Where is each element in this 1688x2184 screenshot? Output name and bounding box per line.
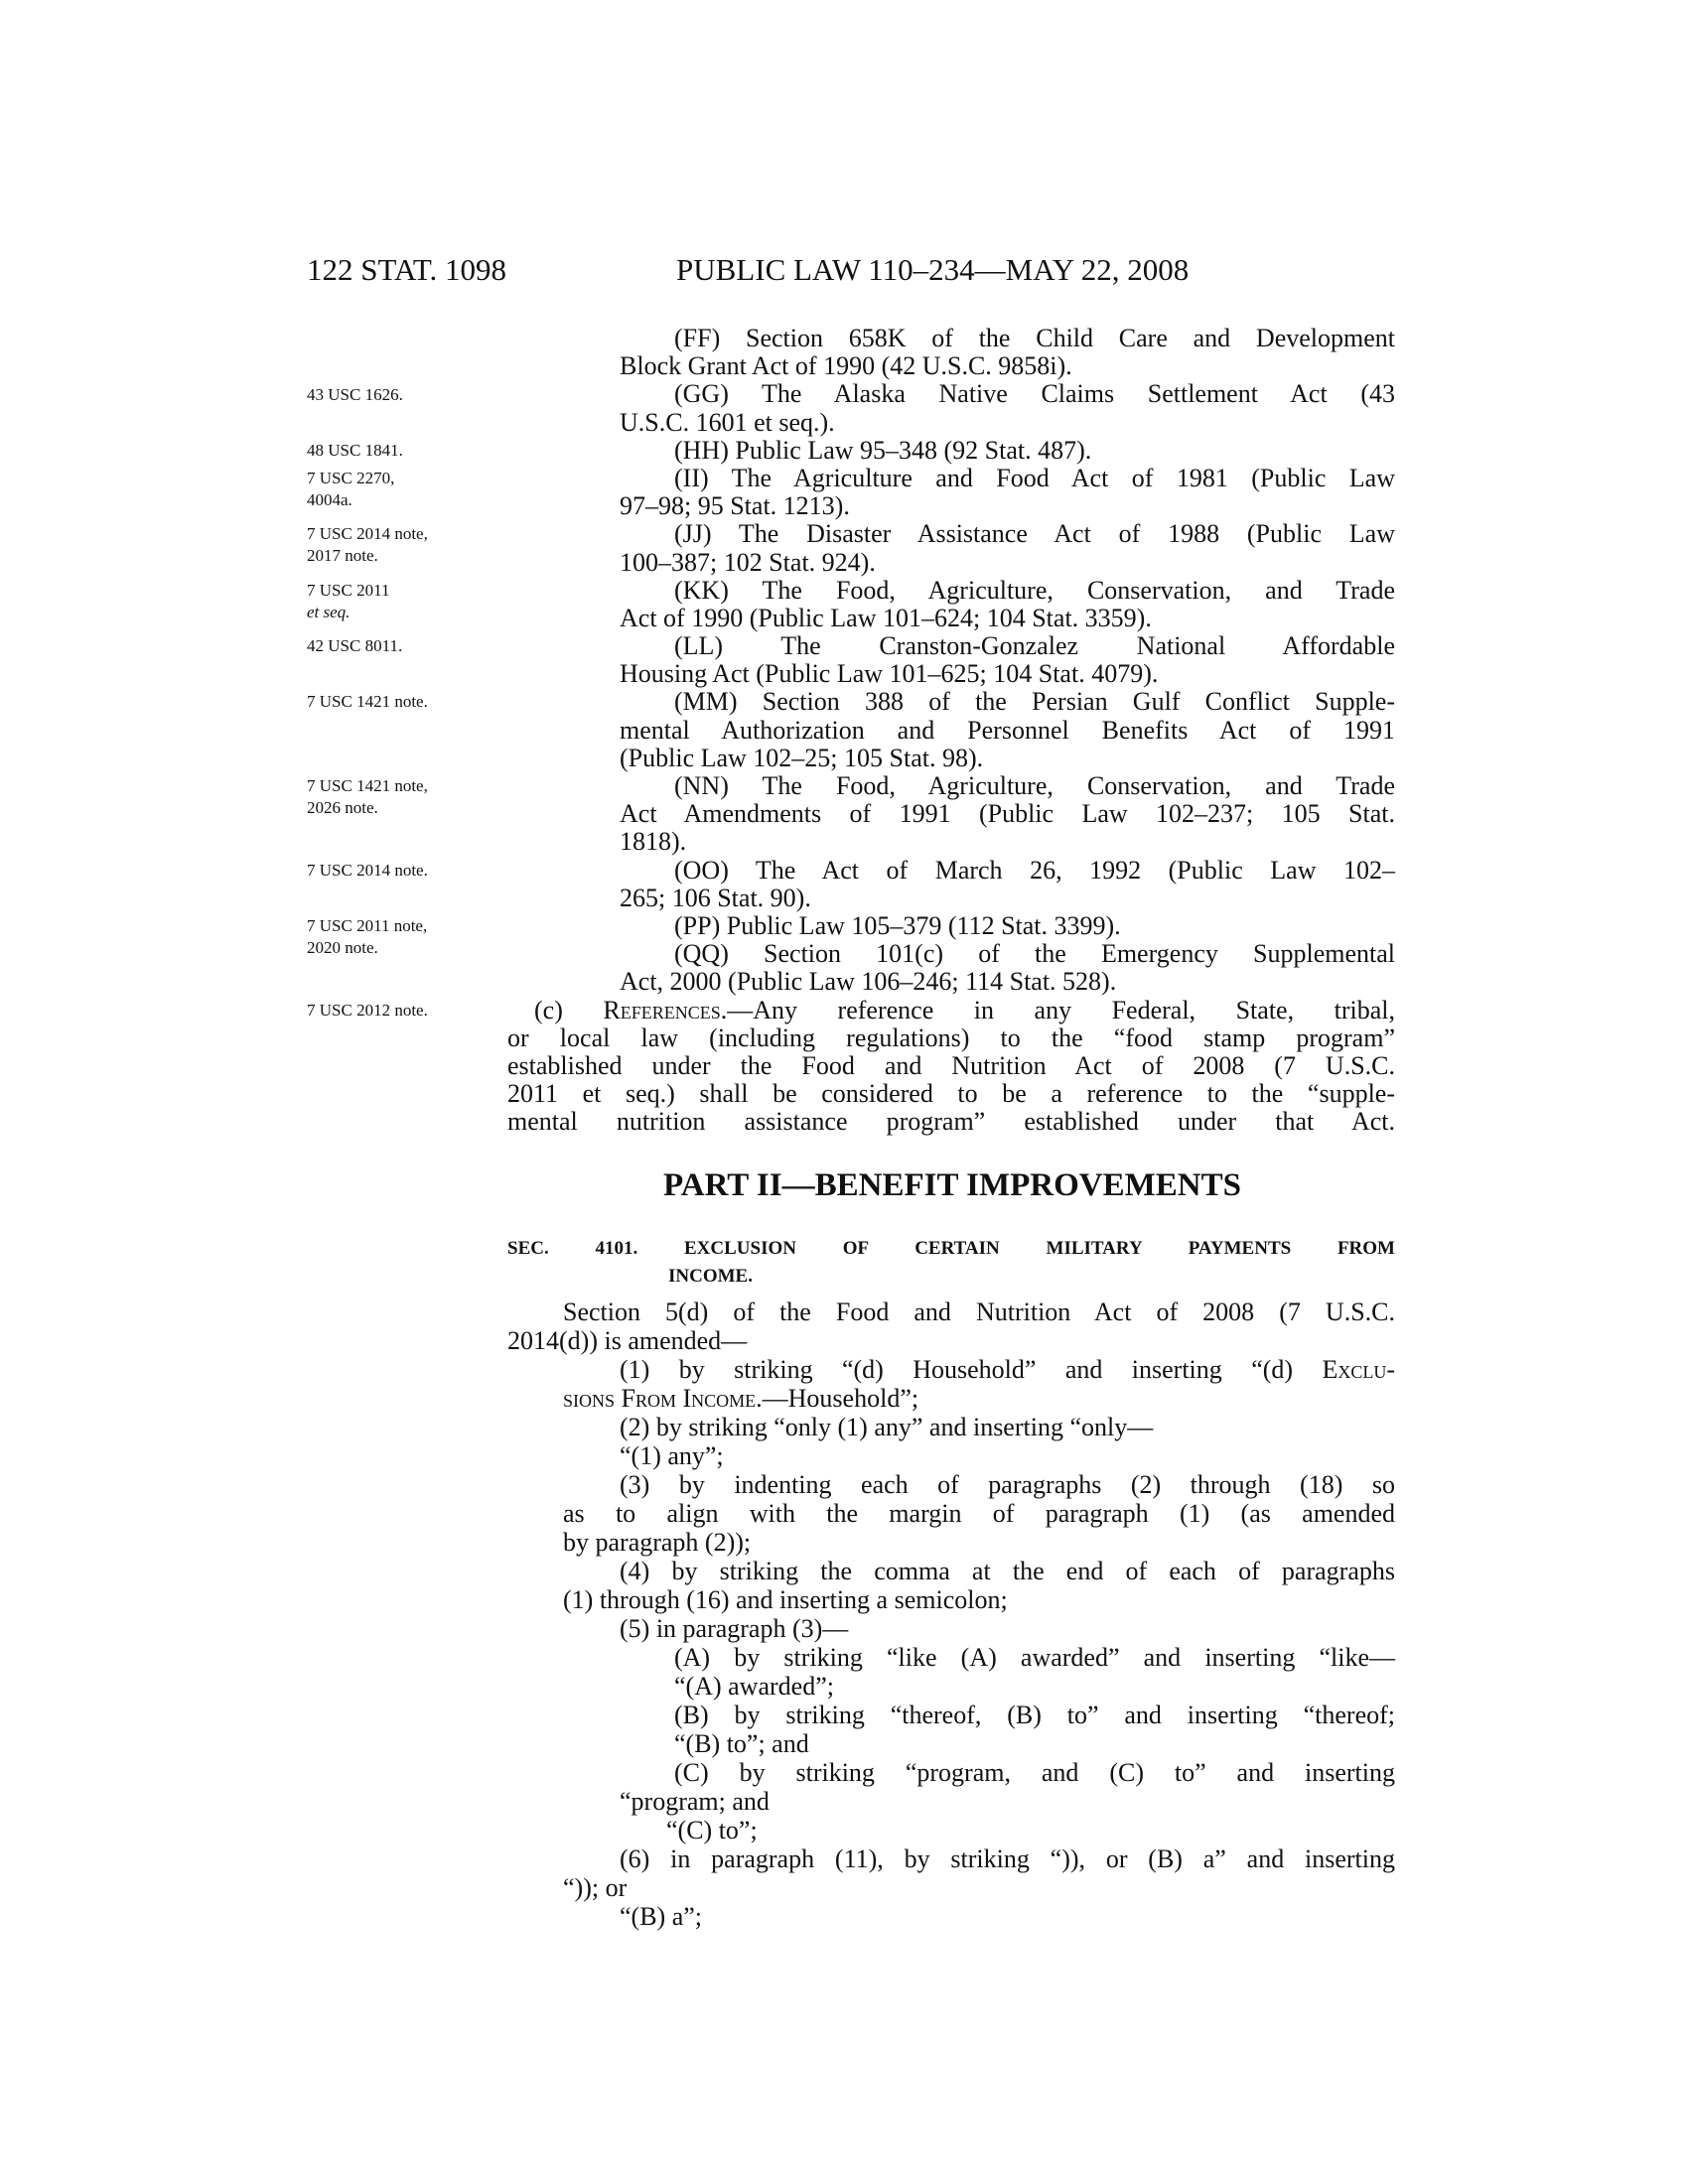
text-line: established under the Food and Nutrition Act of 2008 (7 U.S.C.: [507, 1050, 1395, 1080]
small-caps-segment: sions From Income: [563, 1384, 757, 1413]
margin-note: [307, 523, 428, 567]
text-segment: .—Any reference in any Federal, State, tribal,: [720, 995, 1395, 1024]
text-line: “(C) to”;: [666, 1816, 758, 1844]
text-line: 100–387; 102 Stat. 924).: [620, 547, 876, 577]
page-stat-number: 122 STAT. 1098: [307, 252, 507, 287]
margin-note-line: 7 USC 2012 note.: [307, 1001, 428, 1020]
section-heading: [507, 1235, 1395, 1291]
text-line: [620, 1355, 1395, 1384]
margin-note-line: 7 USC 2011: [307, 581, 390, 600]
margin-note-line: 48 USC 1841.: [307, 441, 403, 460]
text-line: (2) by striking “only (1) any” and inserting “only—: [620, 1413, 1154, 1441]
text-line: (II) The Agriculture and Food Act of 1981 (Public Law: [674, 463, 1395, 492]
text-line: (HH) Public Law 95–348 (92 Stat. 487).: [674, 435, 1092, 465]
text-line: (Public Law 102–25; 105 Stat. 98).: [620, 743, 984, 772]
text-line: “program; and: [620, 1787, 770, 1816]
subsection-label: (c): [534, 995, 604, 1024]
margin-note-line: 7 USC 2014 note,: [307, 524, 428, 543]
text-line: “(A) awarded”;: [674, 1672, 834, 1701]
margin-note: [307, 384, 403, 406]
text-line: Act Amendments of 1991 (Public Law 102–237; 105 Stat.: [620, 799, 1395, 829]
text-line: (NN) The Food, Agriculture, Conservation, and Trade: [674, 771, 1395, 800]
text-line: Act of 1990 (Public Law 101–624; 104 Stat. 3359).: [620, 603, 1152, 632]
margin-note-line: 2017 note.: [307, 546, 378, 565]
part-heading: PART II—BENEFIT IMPROVEMENTS: [663, 1167, 1241, 1203]
margin-note-line: 42 USC 8011.: [307, 636, 403, 655]
margin-note: [307, 915, 427, 959]
text-line: U.S.C. 1601 et seq.).: [620, 407, 835, 437]
text-line: (5) in paragraph (3)—: [620, 1614, 849, 1643]
margin-note-line: 2020 note.: [307, 938, 378, 957]
text-line: (6) in paragraph (11), by striking “)), or (B) a” and inserting: [620, 1844, 1395, 1873]
section-body: [507, 1297, 1395, 1931]
margin-note: [307, 468, 394, 511]
margin-note-line: 43 USC 1626.: [307, 385, 403, 404]
text-line: (QQ) Section 101(c) of the Emergency Supplemental: [674, 939, 1395, 969]
text-line: (OO) The Act of March 26, 1992 (Public Law 102–: [674, 855, 1395, 885]
text-line: Housing Act (Public Law 101–625; 104 Stat. 4079).: [620, 659, 1159, 689]
margin-note-line: et seq.: [307, 603, 351, 621]
section-heading-line: SEC. 4101. EXCLUSION OF CERTAIN MILITARY PAYMENTS FROM: [507, 1238, 1395, 1259]
text-line: (PP) Public Law 105–379 (112 Stat. 3399).: [674, 910, 1121, 940]
text-line: “)); or: [563, 1873, 628, 1902]
text-line: “(B) to”; and: [674, 1729, 809, 1758]
text-line: by paragraph (2));: [563, 1528, 752, 1557]
margin-note-line: 7 USC 2014 note.: [307, 861, 428, 880]
text-line: (LL) The Cranston-Gonzalez National Affordable: [674, 631, 1395, 661]
margin-note-line: 4004a.: [307, 490, 352, 509]
text-line: (A) by striking “like (A) awarded” and inserting “like—: [674, 1643, 1395, 1672]
text-line: mental Authorization and Personnel Benefits Act of 1991: [620, 715, 1395, 745]
text-line: Block Grant Act of 1990 (42 U.S.C. 9858i).: [620, 351, 1072, 381]
text-line: “(B) a”;: [620, 1902, 703, 1931]
margin-note: [307, 440, 403, 462]
text-segment: .—Household”;: [756, 1384, 919, 1413]
text-line: 2011 et seq.) shall be considered to be a reference to the “supple-: [507, 1079, 1395, 1109]
text-line: Act, 2000 (Public Law 106–246; 114 Stat. 528).: [620, 967, 1117, 997]
repeal-list: [507, 325, 1395, 1136]
margin-note-line: 7 USC 1421 note.: [307, 692, 428, 711]
margin-note-line: 7 USC 1421 note,: [307, 776, 428, 795]
text-line: (FF) Section 658K of the Child Care and Development: [674, 324, 1395, 352]
section-heading-line: INCOME.: [668, 1266, 753, 1287]
margin-note: [307, 580, 389, 623]
running-head-title: PUBLIC LAW 110–234—MAY 22, 2008: [676, 252, 1190, 287]
text-line: (C) by striking “program, and (C) to” and inserting: [674, 1758, 1395, 1787]
text-line: (4) by striking the comma at the end of each of paragraphs: [620, 1557, 1395, 1585]
text-line: (MM) Section 388 of the Persian Gulf Conflict Supple-: [674, 687, 1395, 717]
small-caps-segment: Exclu-: [1322, 1355, 1395, 1384]
text-line: (1) through (16) and inserting a semicolon;: [563, 1585, 1008, 1614]
text-segment: (1) by striking “(d) Household” and inserting “(d): [620, 1355, 1323, 1384]
text-line: (JJ) The Disaster Assistance Act of 1988 (Public Law: [674, 519, 1395, 549]
text-line: mental nutrition assistance program” established under that Act.: [507, 1107, 1395, 1137]
margin-note: [307, 635, 402, 657]
margin-note-line: 2026 note.: [307, 798, 378, 817]
text-line: 265; 106 Stat. 90).: [620, 883, 811, 912]
margin-note: [307, 860, 428, 882]
margin-note-line: 7 USC 2270,: [307, 469, 395, 487]
text-line: or local law (including regulations) to the “food stamp program”: [507, 1023, 1395, 1052]
margin-note: [307, 1000, 428, 1022]
text-line: 2014(d)) is amended—: [507, 1326, 748, 1355]
text-line: (GG) The Alaska Native Claims Settlement Act (43: [674, 379, 1395, 409]
text-line: (B) by striking “thereof, (B) to” and inserting “thereof;: [674, 1701, 1395, 1729]
text-line: (KK) The Food, Agriculture, Conservation, and Trade: [674, 575, 1395, 605]
margin-note: [307, 691, 428, 713]
text-line: “(1) any”;: [620, 1441, 724, 1470]
text-line: as to align with the margin of paragraph (1) (as amended: [563, 1499, 1395, 1528]
text-line: (3) by indenting each of paragraphs (2) through (18) so: [620, 1470, 1395, 1499]
text-line: 97–98; 95 Stat. 1213).: [620, 491, 850, 521]
subsection-heading: References: [603, 995, 721, 1024]
text-line: [563, 1384, 1395, 1413]
text-line: Section 5(d) of the Food and Nutrition Act of 2008 (7 U.S.C.: [563, 1297, 1395, 1326]
text-line: 1818).: [620, 827, 687, 857]
margin-note: [307, 775, 428, 819]
margin-note-line: 7 USC 2011 note,: [307, 916, 428, 935]
references-subsection-line: [534, 997, 1395, 1024]
